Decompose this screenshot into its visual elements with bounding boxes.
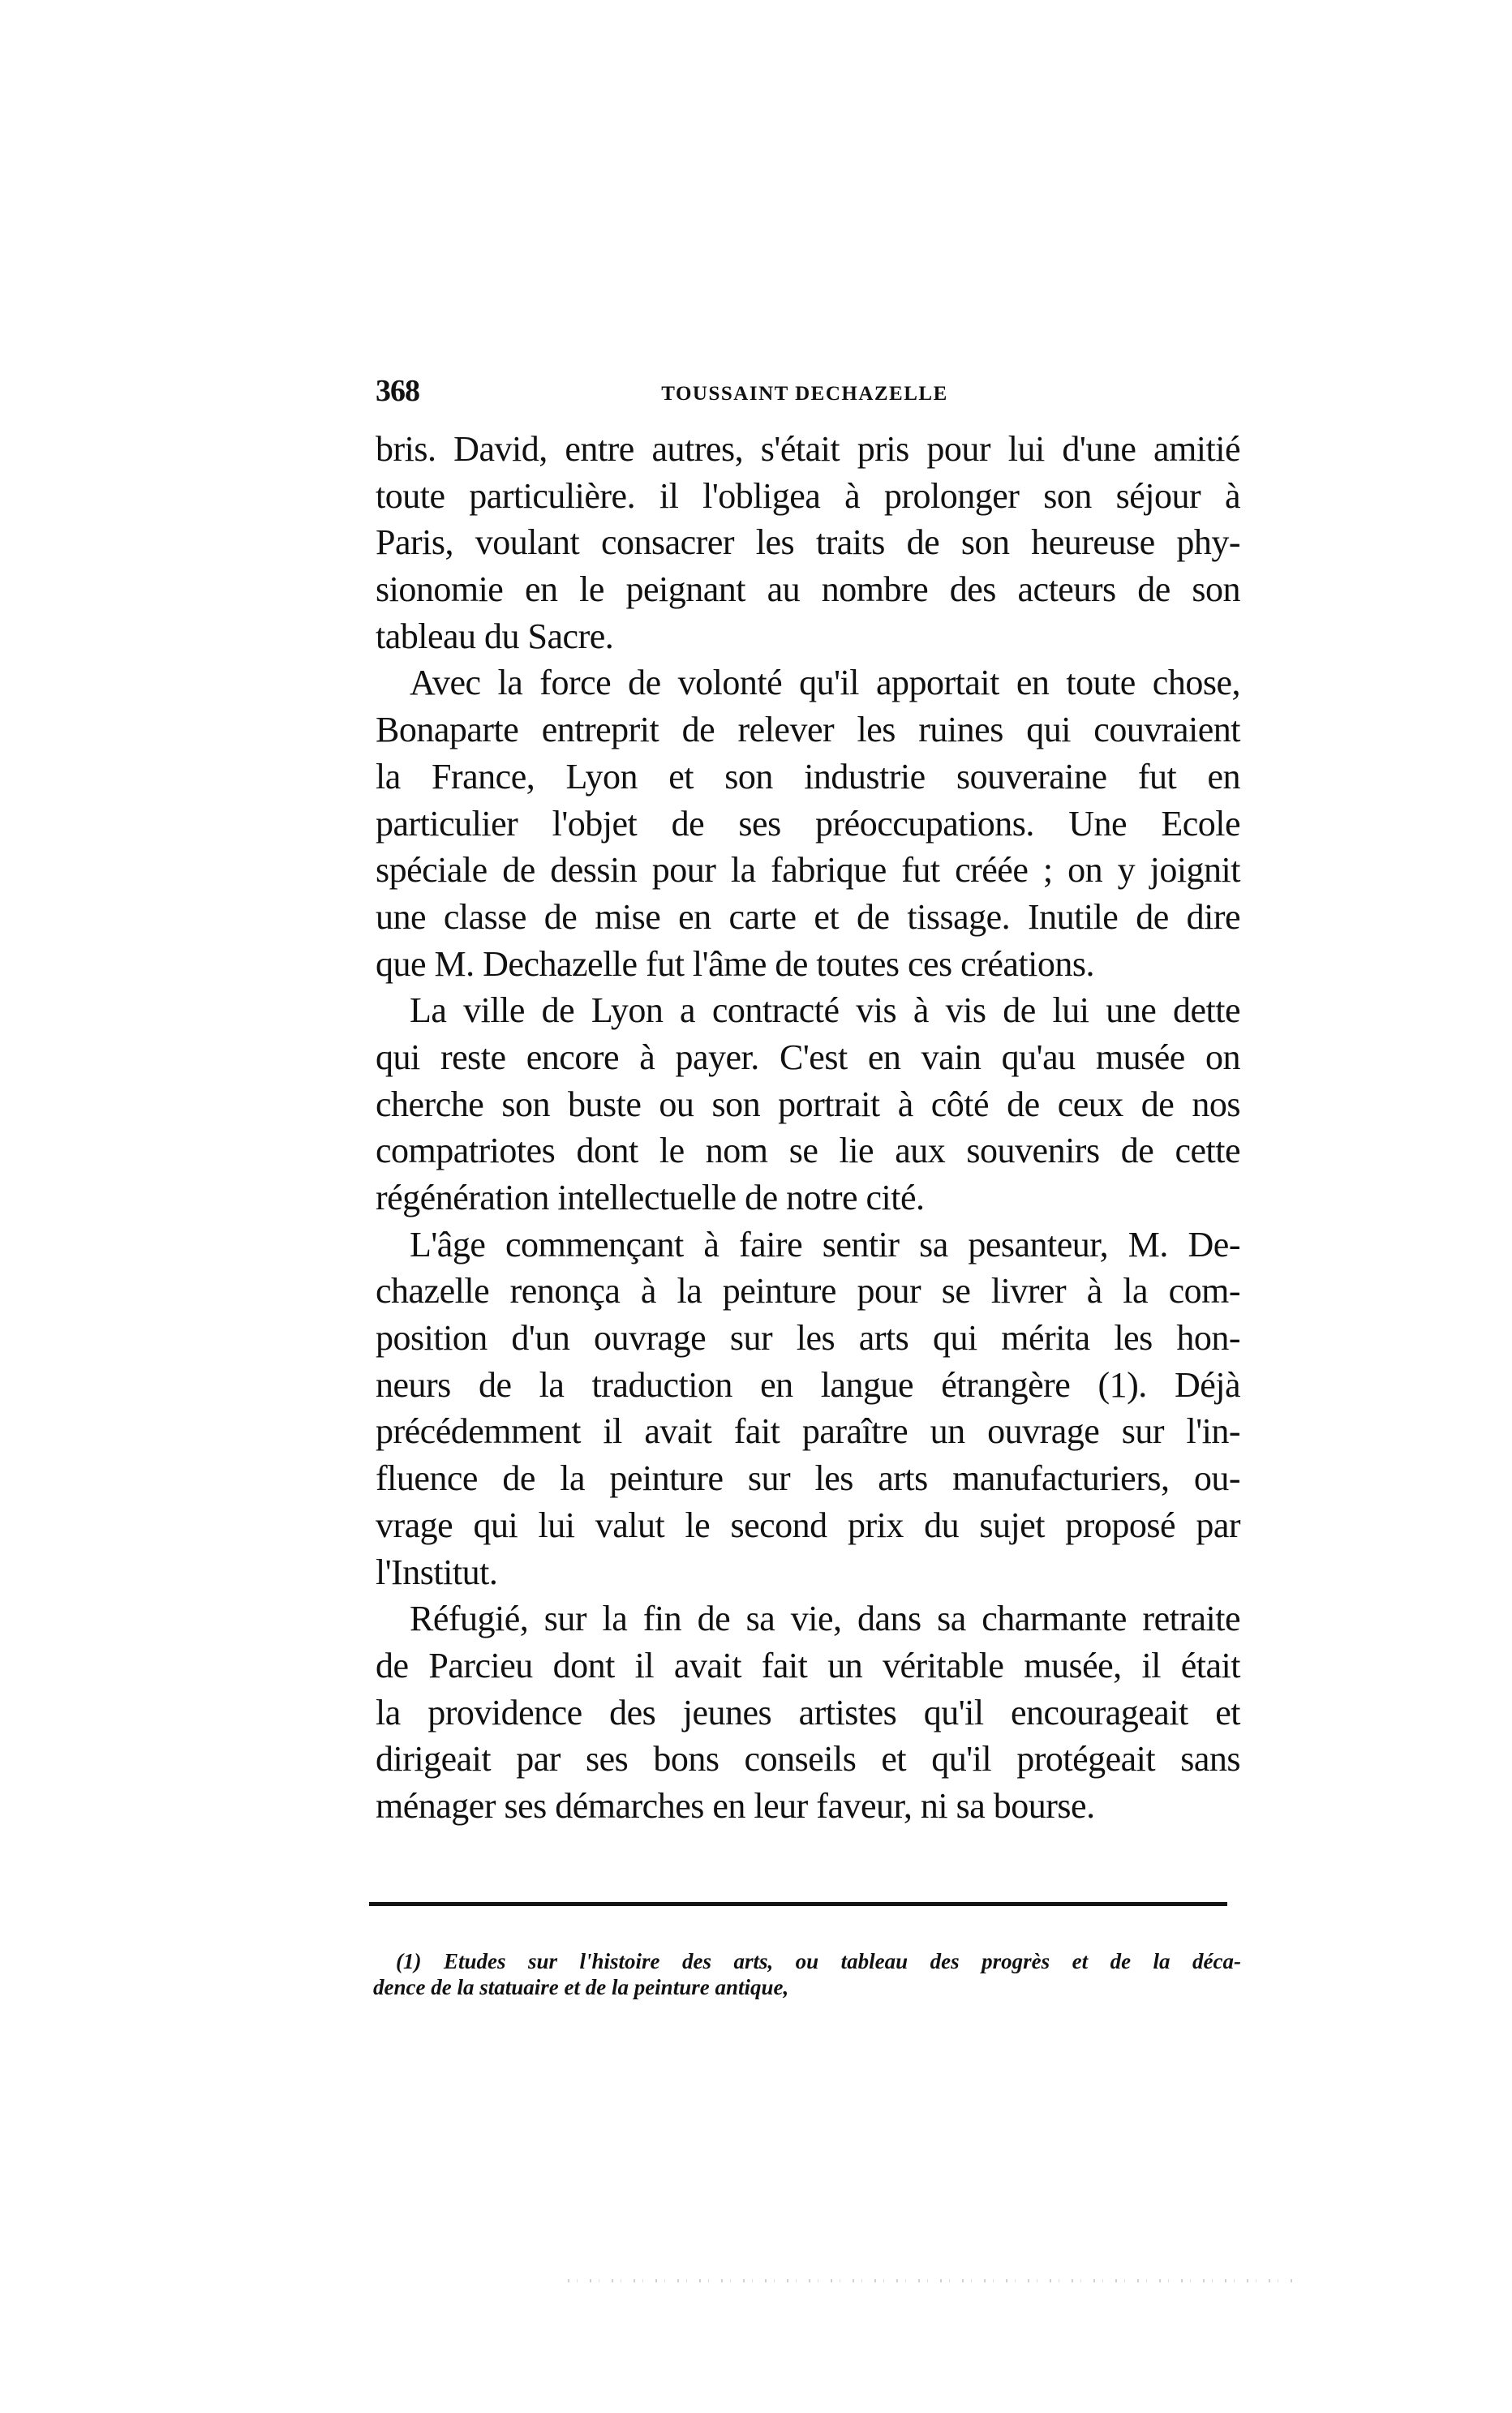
- running-head: [375, 375, 1239, 407]
- text-line: compatriotes dont le nom se lie aux souvenirs de cette: [376, 1131, 1240, 1171]
- text-line: Paris, voulant consacrer les traits de son heureuse phy-: [376, 522, 1240, 563]
- text-line: sionomie en le peignant au nombre des acteurs de son: [376, 569, 1240, 610]
- running-title: TOUSSAINT DECHAZELLE: [661, 383, 948, 405]
- text-line: l'Institut.: [376, 1552, 498, 1592]
- text-line: spéciale de dessin pour la fabrique fut créée ; on y joignit: [376, 850, 1240, 891]
- text-line: régénération intellectuelle de notre cité.: [376, 1178, 925, 1217]
- text-line: particulier l'objet de ses préoccupations. Une Ecole: [376, 803, 1240, 844]
- text-line: bris. David, entre autres, s'était pris pour lui d'une amitié: [376, 429, 1240, 469]
- text-line: la France, Lyon et son industrie souveraine fut en: [376, 756, 1240, 796]
- text-line: vrage qui lui valut le second prix du sujet proposé par: [376, 1505, 1240, 1545]
- page-number: 368: [376, 374, 419, 408]
- text-line: tableau du Sacre.: [376, 616, 614, 656]
- text-line: précédemment il avait fait paraître un ouvrage sur l'in-: [376, 1411, 1240, 1452]
- footnote: [373, 1948, 1241, 2000]
- scan-noise: [568, 2279, 1298, 2282]
- text-line: que M. Dechazelle fut l'âme de toutes ces créations.: [376, 943, 1094, 984]
- footnote-line: dence de la statuaire et de la peinture antique,: [373, 1975, 789, 1999]
- paragraph-start-line: Avec la force de volonté qu'il apportait en toute chose,: [410, 663, 1240, 703]
- text-line: fluence de la peinture sur les arts manufacturiers, ou-: [376, 1458, 1240, 1499]
- text-line: neurs de la traduction en langue étrangère (1). Déjà: [376, 1364, 1240, 1405]
- text-line: Bonaparte entreprit de relever les ruines qui couvraient: [376, 710, 1240, 750]
- text-line: toute particulière. il l'obligea à prolonger son séjour à: [376, 475, 1240, 516]
- text-line: ménager ses démarches en leur faveur, ni sa bourse.: [376, 1785, 1095, 1826]
- paragraph-start-line: L'âge commençant à faire sentir sa pesanteur, M. De-: [410, 1224, 1240, 1264]
- text-line: une classe de mise en carte et de tissage. Inutile de dire: [376, 896, 1240, 937]
- text-line: position d'un ouvrage sur les arts qui mérita les hon-: [376, 1318, 1240, 1359]
- paragraph-start-line: Réfugié, sur la fin de sa vie, dans sa charmante retraite: [410, 1599, 1240, 1639]
- text-line: la providence des jeunes artistes qu'il encourageait et: [376, 1692, 1240, 1732]
- text-line: cherche son buste ou son portrait à côté de ceux de nos: [376, 1084, 1240, 1124]
- body-text: [376, 426, 1240, 1830]
- footnote-line: (1) Etudes sur l'histoire des arts, ou tableau des progrès et de la déca-: [396, 1949, 1241, 1973]
- text-line: chazelle renonça à la peinture pour se livrer à la com-: [376, 1271, 1240, 1312]
- footnote-rule: [369, 1902, 1227, 1906]
- text-line: dirigeait par ses bons conseils et qu'il protégeait sans: [376, 1739, 1240, 1780]
- paragraph-start-line: La ville de Lyon a contracté vis à vis de lui une dette: [410, 990, 1240, 1031]
- text-line: qui reste encore à payer. C'est en vain qu'au musée on: [376, 1037, 1240, 1077]
- text-line: de Parcieu dont il avait fait un véritable musée, il était: [376, 1645, 1240, 1685]
